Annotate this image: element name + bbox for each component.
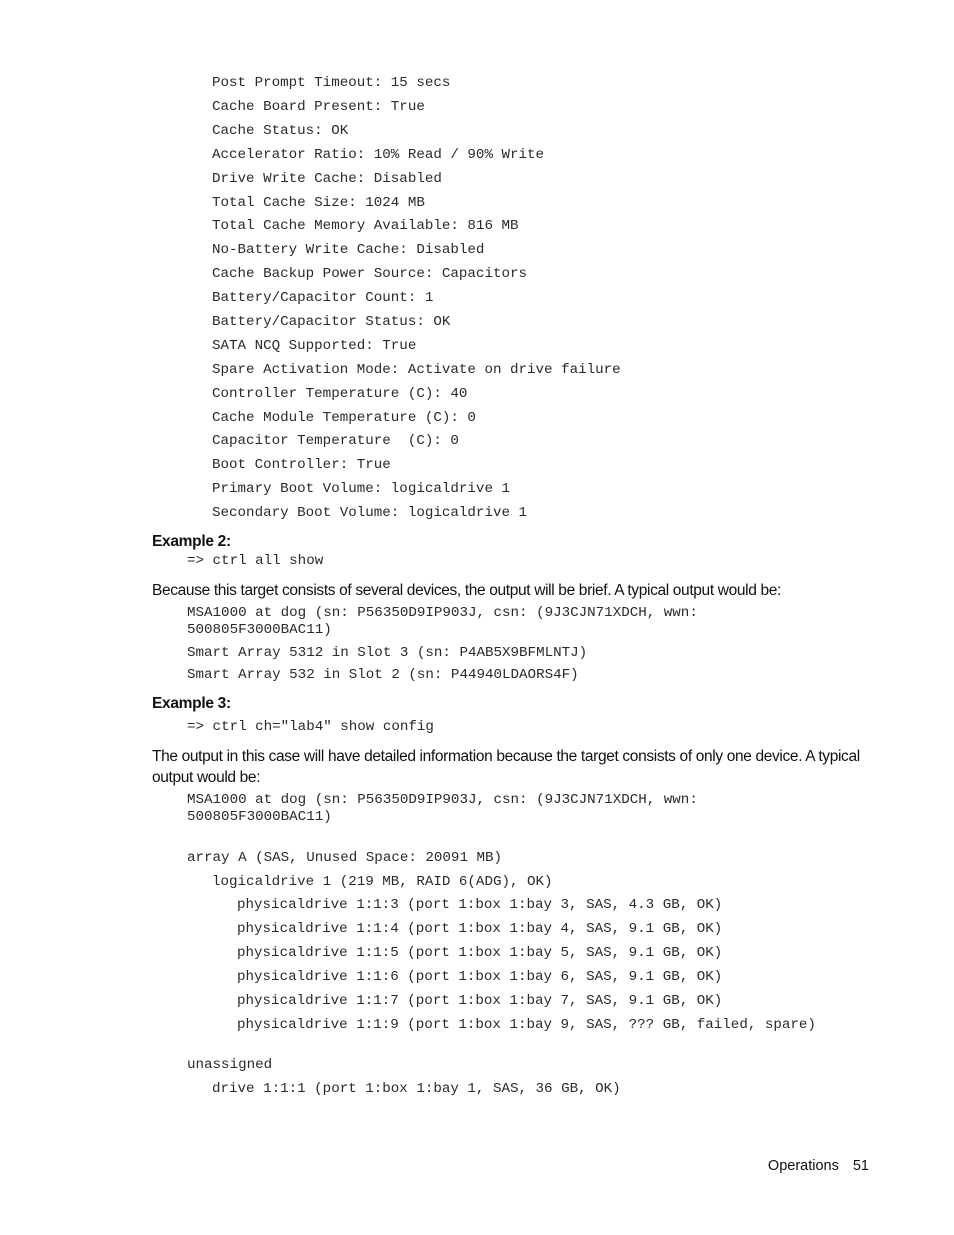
example-2-output-line: Smart Array 532 in Slot 2 (sn: P44940LDAORS4F)	[187, 667, 579, 683]
example-3-description-line: The output in this case will have detailed information because the target consists of only one device. A typical	[152, 748, 860, 765]
physicaldrive-line: physicaldrive 1:1:3 (port 1:box 1:bay 3, SAS, 4.3 GB, OK)	[237, 897, 723, 913]
output-line: Drive Write Cache: Disabled	[212, 171, 442, 187]
example-2-heading: Example 2:	[152, 533, 231, 550]
output-line: Battery/Capacitor Status: OK	[212, 314, 451, 330]
output-line: Accelerator Ratio: 10% Read / 90% Write	[212, 147, 545, 163]
output-line: Controller Temperature (C): 40	[212, 386, 468, 402]
output-line: Capacitor Temperature (C): 0	[212, 433, 459, 449]
unassigned-drive-line: drive 1:1:1 (port 1:box 1:bay 1, SAS, 36 GB, OK)	[212, 1081, 621, 1097]
output-line: Cache Module Temperature (C): 0	[212, 410, 476, 426]
array-line: array A (SAS, Unused Space: 20091 MB)	[187, 850, 503, 866]
physicaldrive-line: physicaldrive 1:1:4 (port 1:box 1:bay 4, SAS, 9.1 GB, OK)	[237, 921, 723, 937]
unassigned-label: unassigned	[187, 1057, 273, 1073]
output-line: Spare Activation Mode: Activate on drive failure	[212, 362, 621, 378]
example-3-command: => ctrl ch="lab4" show config	[187, 719, 434, 735]
example-2-output-line: Smart Array 5312 in Slot 3 (sn: P4AB5X9BFMLNTJ)	[187, 645, 588, 661]
output-line: No-Battery Write Cache: Disabled	[212, 242, 485, 258]
physicaldrive-line: physicaldrive 1:1:9 (port 1:box 1:bay 9, SAS, ??? GB, failed, spare)	[237, 1017, 816, 1033]
example-3-output-line: 500805F3000BAC11)	[187, 809, 332, 825]
output-line: Boot Controller: True	[212, 457, 391, 473]
output-line: Secondary Boot Volume: logicaldrive 1	[212, 505, 528, 521]
output-line: Post Prompt Timeout: 15 secs	[212, 75, 451, 91]
output-line: Total Cache Size: 1024 MB	[212, 195, 425, 211]
physicaldrive-line: physicaldrive 1:1:5 (port 1:box 1:bay 5, SAS, 9.1 GB, OK)	[237, 945, 723, 961]
example-3-output-line: MSA1000 at dog (sn: P56350D9IP903J, csn: (9J3CJN71XDCH, wwn:	[187, 792, 698, 808]
example-3-description-line: output would be:	[152, 769, 261, 786]
output-line: Battery/Capacitor Count: 1	[212, 290, 434, 306]
example-2-command: => ctrl all show	[187, 553, 324, 569]
physicaldrive-line: physicaldrive 1:1:7 (port 1:box 1:bay 7, SAS, 9.1 GB, OK)	[237, 993, 723, 1009]
example-2-description: Because this target consists of several devices, the output will be brief. A typical output would be:	[152, 582, 781, 599]
logicaldrive-line: logicaldrive 1 (219 MB, RAID 6(ADG), OK)	[212, 874, 553, 890]
example-2-output-line: 500805F3000BAC11)	[187, 622, 332, 638]
page-footer	[768, 1158, 869, 1174]
output-line: Cache Backup Power Source: Capacitors	[212, 266, 528, 282]
example-2-output-line: MSA1000 at dog (sn: P56350D9IP903J, csn: (9J3CJN71XDCH, wwn:	[187, 605, 698, 621]
output-line: Total Cache Memory Available: 816 MB	[212, 218, 519, 234]
footer-section-title: Operations	[767, 1158, 839, 1174]
page-number: 51	[852, 1158, 869, 1174]
physicaldrive-line: physicaldrive 1:1:6 (port 1:box 1:bay 6, SAS, 9.1 GB, OK)	[237, 969, 723, 985]
output-line: Cache Status: OK	[212, 123, 349, 139]
output-line: Primary Boot Volume: logicaldrive 1	[212, 481, 510, 497]
example-3-heading: Example 3:	[152, 695, 231, 712]
output-line: SATA NCQ Supported: True	[212, 338, 417, 354]
output-line: Cache Board Present: True	[212, 99, 425, 115]
